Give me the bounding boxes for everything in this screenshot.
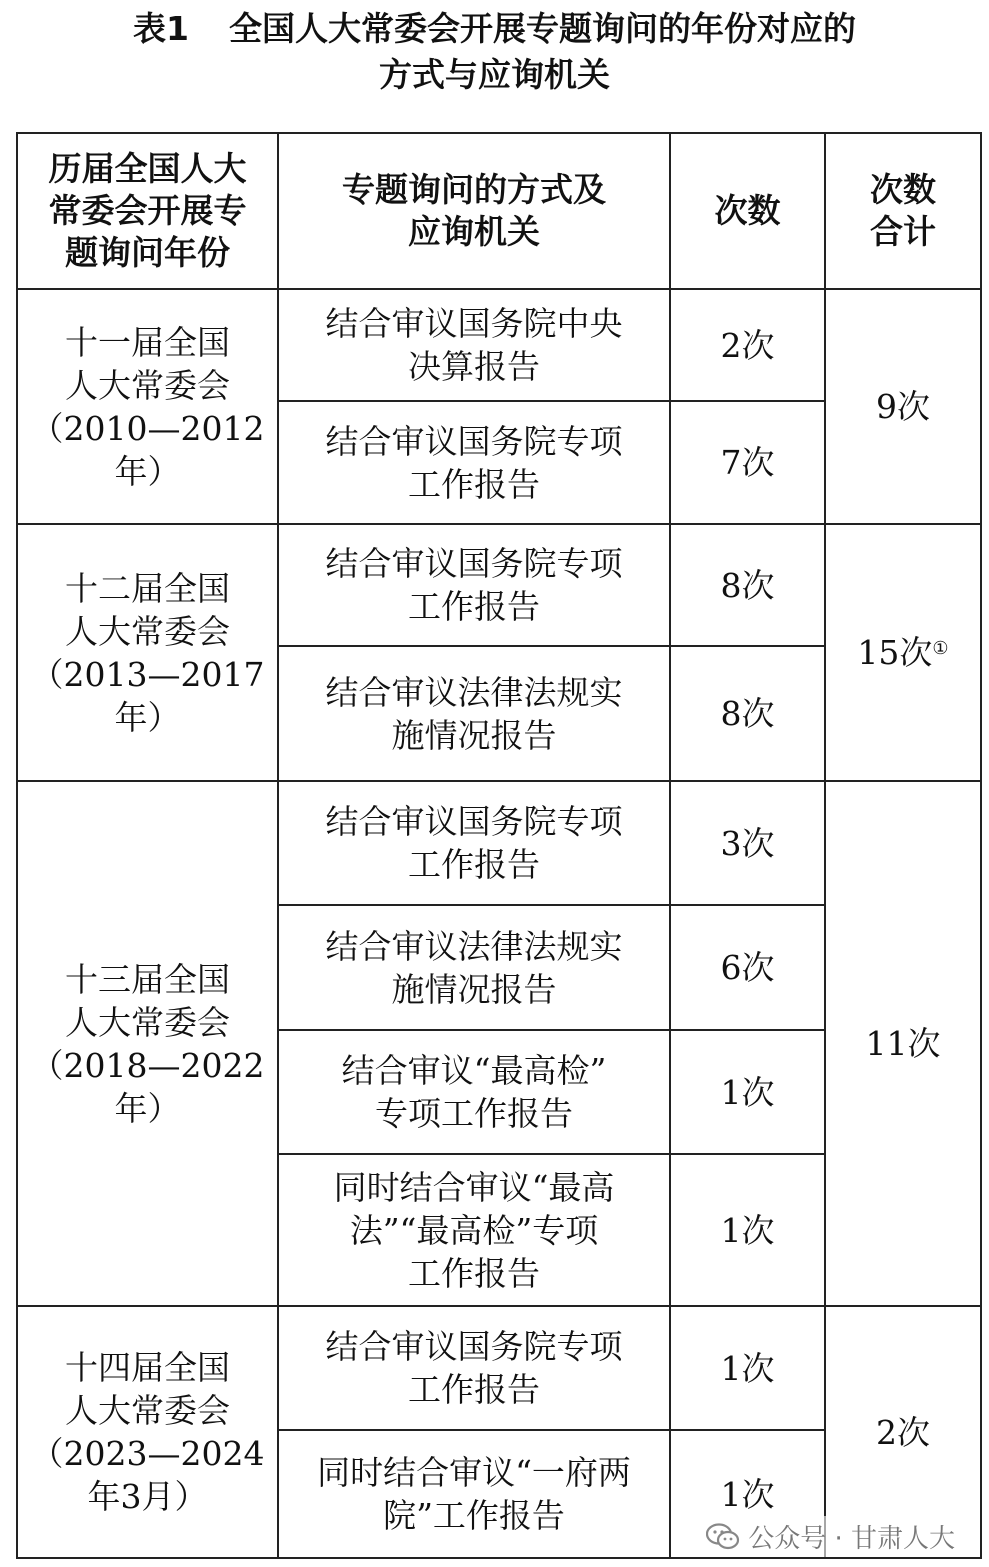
header-session: 历届全国人大 常委会开展专 题询问年份 — [17, 133, 278, 289]
table-title — [0, 6, 989, 98]
count-cell: 8次 — [670, 524, 825, 646]
footnote-mark: ① — [932, 638, 949, 659]
total-cell — [825, 781, 981, 1306]
total-value: 9次 — [876, 387, 930, 426]
table-number: 表1 — [133, 9, 189, 48]
method-cell: 结合审议国务院中央 决算报告 — [278, 289, 670, 401]
count-cell: 6次 — [670, 905, 825, 1030]
count-cell: 7次 — [670, 401, 825, 524]
total-cell — [825, 524, 981, 781]
count-cell: 1次 — [670, 1030, 825, 1154]
method-cell: 结合审议国务院专项 工作报告 — [278, 401, 670, 524]
count-cell: 8次 — [670, 646, 825, 781]
header-total: 次数 合计 — [825, 133, 981, 289]
wechat-icon — [706, 1523, 740, 1551]
watermark — [702, 1516, 959, 1557]
method-cell: 结合审议国务院专项 工作报告 — [278, 1306, 670, 1430]
method-cell: 结合审议法律法规实 施情况报告 — [278, 905, 670, 1030]
header-row — [17, 133, 981, 289]
method-cell: 同时结合审议“一府两 院”工作报告 — [278, 1430, 670, 1558]
session-cell: 十一届全国 人大常委会 （2010—2012 年） — [17, 289, 278, 524]
method-cell: 同时结合审议“最高 法”“最高检”专项 工作报告 — [278, 1154, 670, 1306]
header-method: 专题询问的方式及 应询机关 — [278, 133, 670, 289]
total-cell — [825, 289, 981, 524]
count-cell: 1次 — [670, 1306, 825, 1430]
title-line-2: 方式与应询机关 — [379, 55, 610, 94]
total-value: 2次 — [876, 1412, 930, 1452]
table-row — [17, 1306, 981, 1430]
title-text-1: 全国人大常委会开展专题询问的年份对应的 — [228, 9, 856, 48]
method-cell: 结合审议“最高检” 专项工作报告 — [278, 1030, 670, 1154]
table-row — [17, 289, 981, 401]
table-row — [17, 524, 981, 646]
session-cell: 十三届全国 人大常委会 （2018—2022 年） — [17, 781, 278, 1306]
session-cell: 十二届全国 人大常委会 （2013—2017 年） — [17, 524, 278, 781]
table-body — [17, 289, 981, 1558]
total-value: 15次 — [857, 633, 933, 672]
session-cell: 十四届全国 人大常委会 （2023—2024 年3月） — [17, 1306, 278, 1558]
count-cell: 2次 — [670, 289, 825, 401]
watermark-text: 公众号 · 甘肃人大 — [748, 1524, 955, 1554]
table-row — [17, 781, 981, 905]
header-count: 次数 — [670, 133, 825, 289]
title-line-1 — [0, 6, 989, 52]
method-cell: 结合审议国务院专项 工作报告 — [278, 781, 670, 905]
method-cell: 结合审议国务院专项 工作报告 — [278, 524, 670, 646]
count-cell: 1次 — [670, 1154, 825, 1306]
inquiry-table — [16, 132, 982, 1559]
total-value: 11次 — [865, 1024, 941, 1063]
method-cell: 结合审议法律法规实 施情况报告 — [278, 646, 670, 781]
count-cell: 1次 — [670, 1430, 825, 1558]
count-cell: 3次 — [670, 781, 825, 905]
